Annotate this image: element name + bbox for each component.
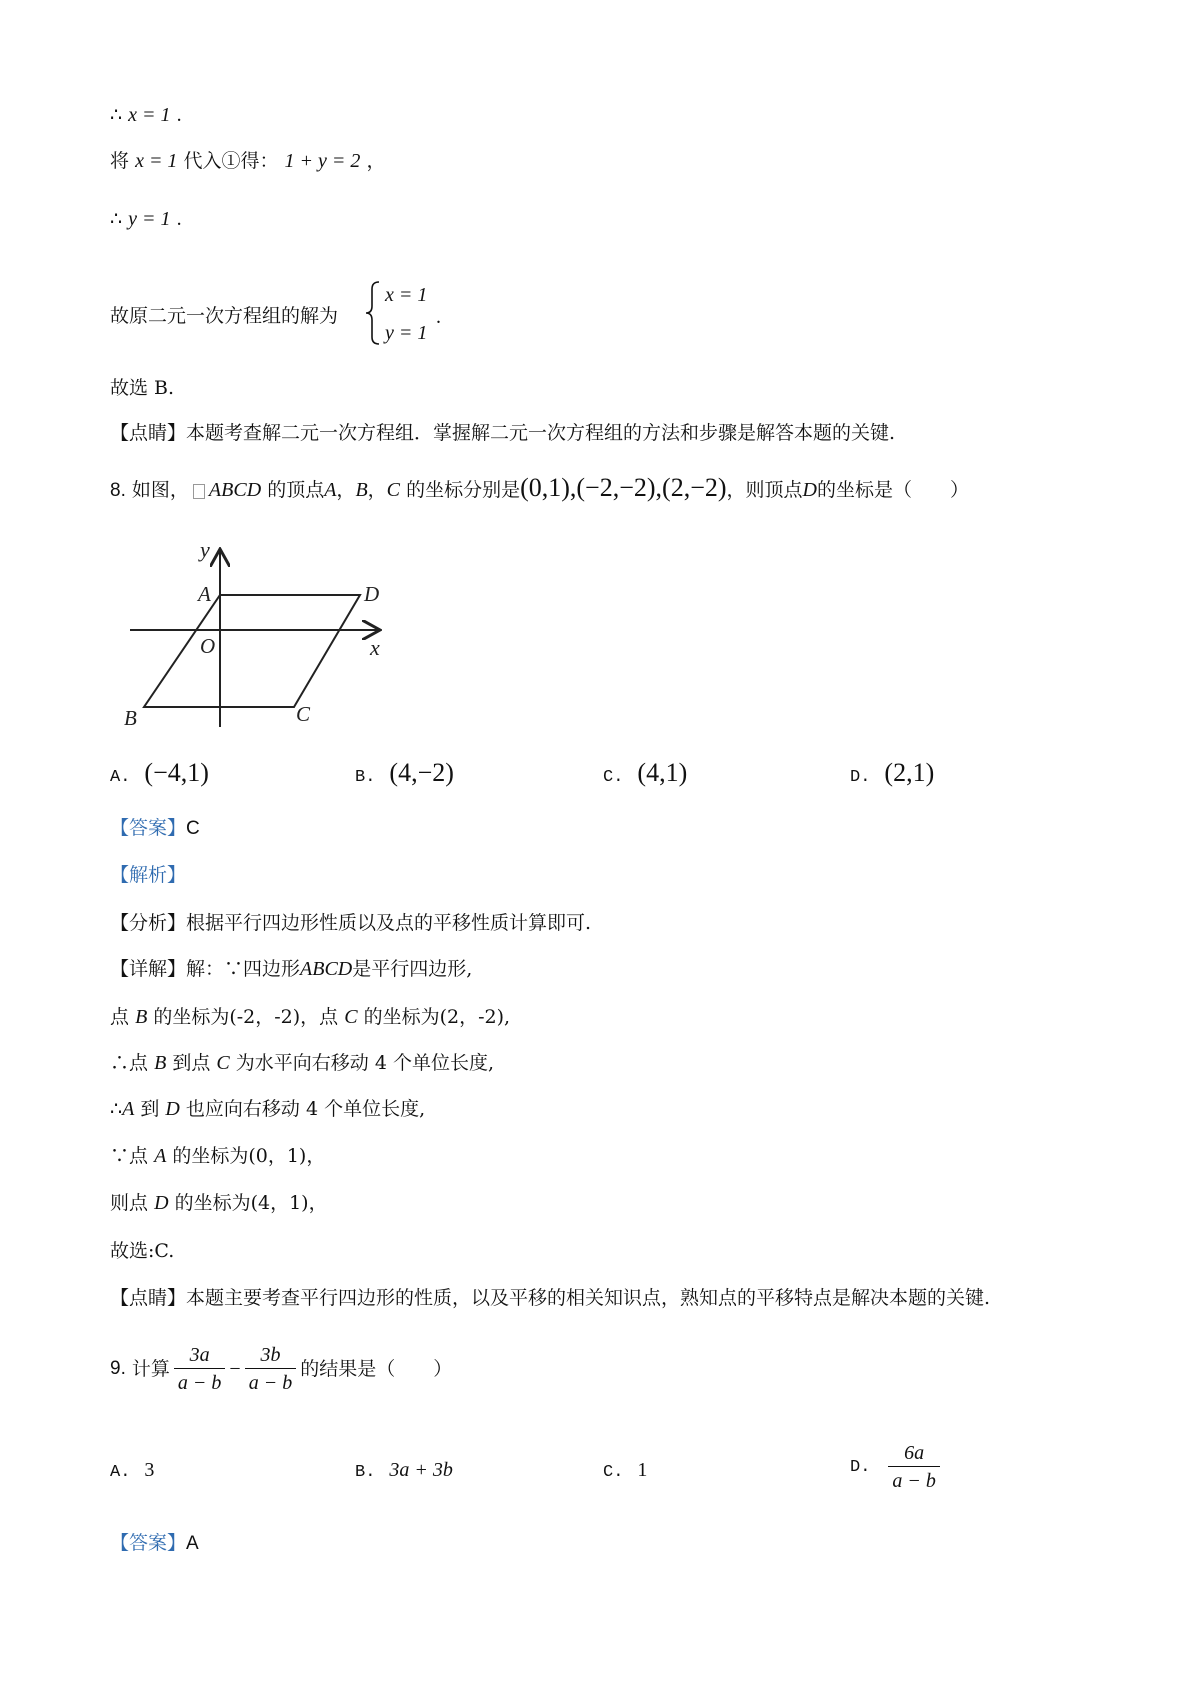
parallelogram-symbol <box>193 484 205 499</box>
system-eq-top: x = 1 <box>385 284 428 306</box>
q8-point-note: 【点睛】本题主要考查平行四边形的性质，以及平移的相关知识点，熟知点的平移特点是解决本题的关键. <box>110 1287 991 1309</box>
q8-option-a: A. (−4,1) <box>110 758 209 787</box>
q8-detail-4: ∴A 到 D 也应向右移动 4 个单位长度, <box>110 1098 426 1120</box>
q9-option-b: B. 3a + 3b <box>355 1459 453 1482</box>
question-9: 9. 计算 $\frac{3a}{a - b}$ − $\frac{3b}{a - b}$ 的结果是（ ） <box>110 1340 452 1398</box>
q9-option-a: A. 3 <box>110 1459 155 1482</box>
point-note-1: 【点睛】本题考查解二元一次方程组．掌握解二元一次方程组的方法和步骤是解答本题的关键. <box>110 422 896 444</box>
q8-detail-3: ∴点 B 到点 C 为水平向右移动 4 个单位长度, <box>110 1052 494 1074</box>
q9-option-d: D. $\frac{6a}{a - b}$ <box>850 1440 944 1495</box>
fraction-3b: $\frac{3b}{a - b}$ <box>245 1342 297 1397</box>
label-o: O <box>200 634 216 658</box>
parallelogram-abcd <box>144 595 360 707</box>
step-x-equals-1: ∴ x = 1 . <box>110 104 182 126</box>
step-substitute: 将 x = 1 代入①得： 1 + y = 2 ， <box>110 150 386 172</box>
label-c: C <box>296 702 311 726</box>
solution-line: 故原二元一次方程组的解为 <box>110 305 339 327</box>
fraction-3a: $\frac{3a}{a - b}$ <box>174 1342 226 1397</box>
label-a: A <box>198 582 211 606</box>
q9-option-c: C. 1 <box>603 1459 648 1482</box>
q8-fenxi: 【分析】根据平行四边形性质以及点的平移性质计算即可. <box>110 912 592 934</box>
label-d: D <box>364 582 380 606</box>
parallelogram-figure <box>120 535 400 735</box>
label-b: B <box>124 706 137 730</box>
q8-detail-2: 点 B 的坐标为(-2，-2)，点 C 的坐标为(2，-2), <box>110 1006 511 1028</box>
q8-detail-6: 则点 D 的坐标为(4，1)， <box>110 1192 328 1214</box>
step-y-equals-1: ∴ y = 1 . <box>110 208 182 230</box>
q8-option-d: D. (2,1) <box>850 758 935 787</box>
solution-end-period: . <box>436 306 441 328</box>
q8-detail-5: ∵点 A 的坐标为(0，1)， <box>110 1145 326 1167</box>
fraction-6a: $\frac{6a}{a - b}$ <box>888 1440 940 1495</box>
question-8: 8. 如图， ABCD 的顶点A，B，C 的坐标分别是(0,1),(−2,−2),(2,−2)，则顶点D的坐标是（ ） <box>110 473 970 502</box>
label-x: x <box>370 635 380 660</box>
label-y: y <box>200 537 210 562</box>
q8-option-b: B. (4,−2) <box>355 758 454 787</box>
system-brace <box>365 280 381 346</box>
q8-detail-1: 【详解】解：∵四边形ABCD是平行四边形, <box>110 958 473 980</box>
q8-option-c: C. (4,1) <box>603 758 688 787</box>
q8-detail-7: 故选:C. <box>110 1240 175 1262</box>
system-eq-bottom: y = 1 <box>385 322 428 344</box>
q9-answer: 【答案】A <box>110 1532 199 1554</box>
q8-answer: 【答案】C <box>110 817 200 839</box>
choose-b: 故选 B. <box>110 377 175 399</box>
q8-analysis-label: 【解析】 <box>110 864 187 886</box>
